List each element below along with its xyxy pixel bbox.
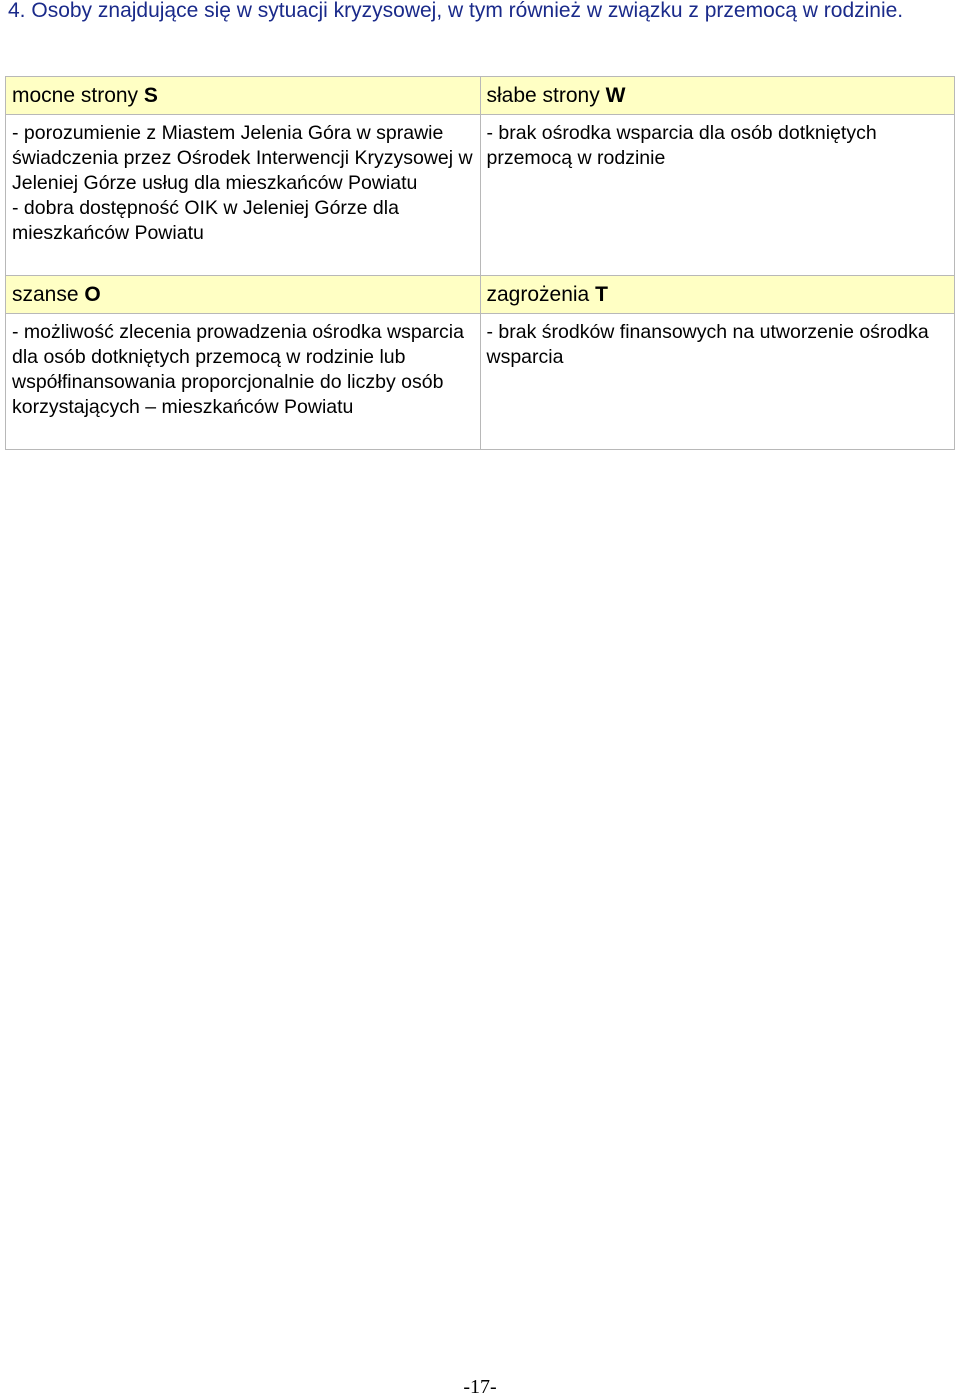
section-title: Osoby znajdujące się w sytuacji kryzysowej, w tym również w związku z przemocą w rodzinie. [31, 0, 904, 22]
threats-letter: T [595, 283, 608, 306]
opportunities-cell [6, 314, 481, 450]
page-number: -17- [463, 1376, 497, 1398]
threat-item: - brak środków finansowych na utworzenie ośrodka wsparcia [486, 321, 929, 368]
swot-header-row-2 [6, 276, 955, 314]
opportunity-item: - możliwość zlecenia prowadzenia ośrodka wsparcia dla osób dotkniętych przemocą w rodzinie lub współfinansowania proporcjonalnie do liczby osób korzystających – mieszkańców Powiatu [12, 321, 464, 418]
opportunities-label: szanse [12, 283, 79, 306]
threats-header [480, 276, 955, 314]
threats-cell [480, 314, 955, 450]
section-heading [8, 0, 952, 23]
strengths-letter: S [143, 84, 158, 107]
swot-header-row-1 [6, 77, 955, 115]
weaknesses-cell [480, 115, 955, 276]
weaknesses-label: słabe strony [486, 84, 600, 107]
strengths-cell [6, 115, 481, 276]
section-number: 4. [8, 0, 26, 22]
swot-body-row-1 [6, 115, 955, 276]
strength-item: - dobra dostępność OIK w Jeleniej Górze dla mieszkańców Powiatu [12, 197, 399, 244]
strength-item: - porozumienie z Miastem Jelenia Góra w sprawie świadczenia przez Ośrodek Interwencji Kryzysowej w Jeleniej Górze usług dla mieszkańców Powiatu [12, 122, 473, 194]
weakness-item: - brak ośrodka wsparcia dla osób dotkniętych przemocą w rodzinie [486, 122, 877, 169]
swot-table [5, 76, 955, 450]
opportunities-header [6, 276, 481, 314]
opportunities-letter: O [84, 283, 101, 306]
threats-label: zagrożenia [486, 283, 590, 306]
strengths-header [6, 77, 481, 115]
swot-body-row-2 [6, 314, 955, 450]
weaknesses-header [480, 77, 955, 115]
weaknesses-letter: W [605, 84, 626, 107]
strengths-label: mocne strony [12, 84, 139, 107]
